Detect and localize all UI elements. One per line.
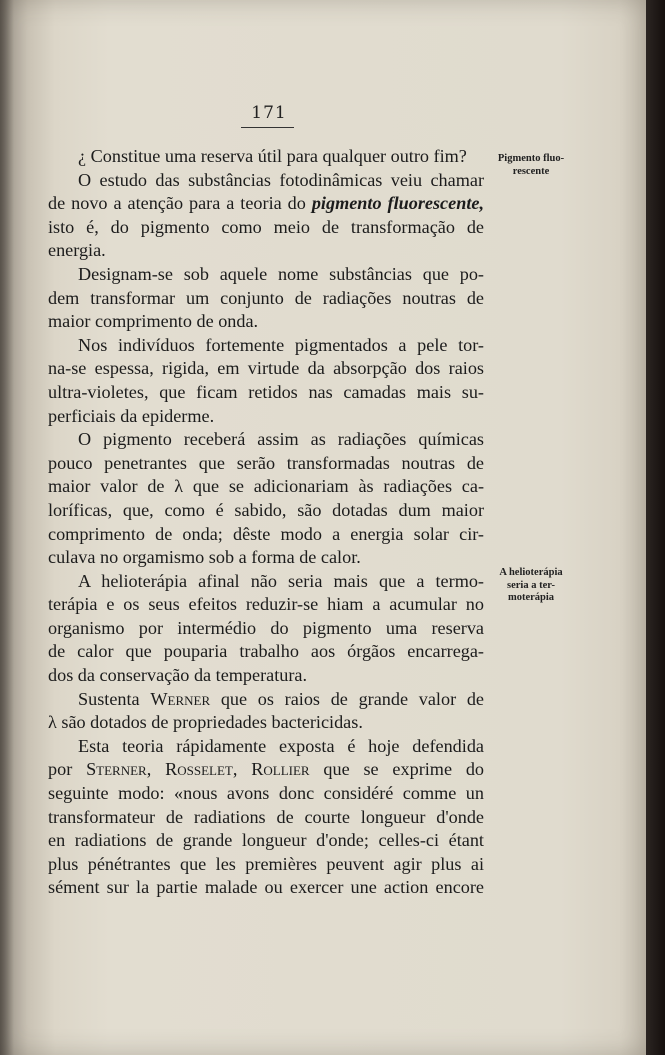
paragraph-4-line-2: na-se espessa, rigida, em virtude da absorpção dos raios — [48, 358, 484, 379]
paragraph-8-line-5: en radiations de grande longueur d'onde; celles-ci étant — [48, 830, 484, 851]
author-rosselet: Rosselet — [165, 759, 233, 780]
paragraph-2-line-2 — [48, 192, 484, 216]
paragraph-2-line-2-text: de novo a atenção para a teoria do — [48, 193, 312, 214]
page-number-rule — [241, 127, 294, 128]
paragraph-6-line-3: organismo por intermédio do pigmento uma reserva — [48, 617, 484, 638]
paragraph-5-line-1: O pigmento receberá assim as radiações químicas — [78, 429, 484, 450]
paragraph-5-line-5: comprimento de onda; dêste modo a energia solar cir- — [48, 523, 484, 544]
paragraph-8-line-1: Esta teoria rápidamente exposta é hoje defendida — [78, 735, 484, 756]
paragraph-4-line-4: perficiais da epiderme. — [48, 405, 215, 426]
margin-note-pigmento-fluorescente — [490, 153, 572, 178]
paragraph-8-line-6: plus pénétrantes que les premières peuvent agir plus ai — [48, 853, 484, 874]
paragraph-6-line-4: de calor que pouparia trabalho aos órgãos encarrega- — [48, 641, 484, 662]
margin-note-helioterapia — [490, 567, 572, 605]
spine-shadow — [0, 0, 14, 1055]
paragraph-6-line-1: A helioterápia afinal não seria mais que a termo- — [78, 570, 484, 591]
separator-2: , — [232, 759, 252, 780]
paragraph-5-line-4: loríficas, que, como é sabido, são dotadas dum maior — [48, 499, 484, 520]
paragraph-2-line-1: O estudo das substâncias fotodinâmicas veiu chamar — [78, 169, 484, 190]
author-sterner: Sterner — [86, 759, 147, 780]
margin-note-line: moterápia — [507, 592, 555, 603]
paragraph-7-line-1-end: que os raios de grande valor de — [210, 688, 484, 709]
paragraph-7-line-1 — [48, 688, 484, 712]
paragraph-4-line-3: ultra-violetes, que ficam retidos nas camadas mais su- — [48, 381, 484, 402]
paragraph-8-line-3: seguinte modo: «nous avons donc considéré comme un — [48, 783, 484, 804]
paragraph-2-line-3: isto é, do pigmento como meio de transformação de — [48, 216, 484, 237]
separator-1: , — [146, 759, 166, 780]
emphasis-pigmento-fluorescente: pigmento fluorescente, — [311, 193, 484, 214]
paragraph-7-line-2: λ são dotados de propriedades bactericidas. — [48, 712, 363, 733]
paragraph-4-line-1: Nos indivíduos fortemente pigmentados a pele tor- — [78, 334, 484, 355]
margin-note-line: A helioterápia — [499, 567, 563, 578]
paragraph-8-line-7: sément sur la partie malade ou exercer une action encore — [48, 877, 484, 898]
paragraph-6-line-5: dos da conservação da temperatura. — [48, 665, 308, 686]
author-werner: Werner — [150, 688, 211, 709]
body-text — [48, 145, 484, 900]
paragraph-8-line-4: transformateur de radiations de courte longueur d'onde — [48, 806, 484, 827]
book-cover-edge — [646, 0, 665, 1055]
paragraph-8-line-2-end: que se exprime do — [309, 759, 485, 780]
author-rollier: Rollier — [251, 759, 310, 780]
paragraph-3-line-3: maior comprimento de onda. — [48, 311, 259, 332]
paragraph-3-line-2: dem transformar um conjunto de radiações noutras de — [48, 287, 484, 308]
paragraph-8-line-2 — [48, 758, 484, 782]
paragraph-2-line-4: energia. — [48, 240, 106, 261]
paragraph-7-line-1-start: Sustenta — [78, 688, 151, 709]
paragraph-1-line-1: ¿ Constitue uma reserva útil para qualquer outro fim? — [78, 146, 467, 166]
paragraph-8-line-2-start: por — [48, 759, 87, 780]
margin-note-line: rescente — [512, 165, 550, 177]
page-number: 171 — [251, 103, 287, 123]
paragraph-5-line-2: pouco penetrantes que serão transformadas noutras de — [48, 452, 484, 473]
paragraph-5-line-3: maior valor de λ que se adicionariam às radiações ca- — [48, 476, 484, 497]
margin-note-line: seria a ter- — [507, 579, 555, 591]
paragraph-5-line-6: culava no orgamismo sob a forma de calor. — [48, 547, 361, 568]
paragraph-6-line-2: terápia e os seus efeitos reduzir-se hiam a acumular no — [48, 594, 484, 615]
paragraph-3-line-1: Designam-se sob aquele nome substâncias que po- — [78, 263, 484, 284]
margin-note-line: Pigmento fluo- — [497, 153, 565, 164]
